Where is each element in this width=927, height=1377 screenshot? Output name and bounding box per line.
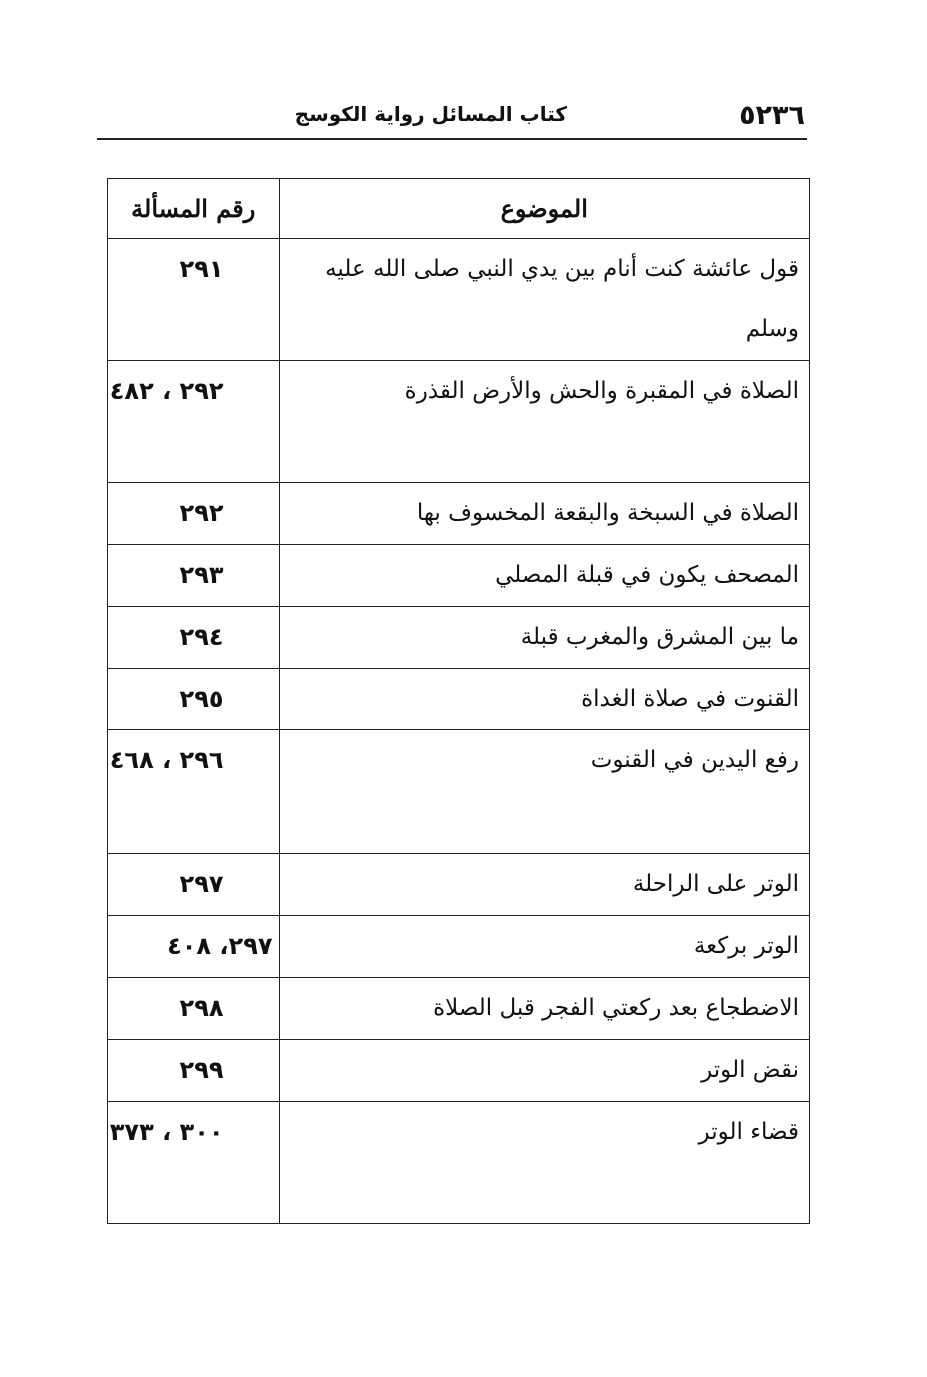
topic-cell: القنوت في صلاة الغداة	[279, 669, 810, 730]
topic-cell: الصلاة في السبخة والبقعة المخسوف بها	[279, 483, 810, 545]
number-cell: ٢٩٧، ٤٠٨	[108, 916, 280, 978]
table-row	[108, 607, 810, 669]
table-row	[108, 545, 810, 607]
number-cell: ٢٩١	[108, 239, 280, 361]
topic-cell: الاضطجاع بعد ركعتي الفجر قبل الصلاة	[279, 978, 810, 1040]
number-cell: ٢٩٣	[108, 545, 280, 607]
topic-cell: قضاء الوتر	[279, 1102, 810, 1224]
number-cell: ٢٩٢ ، ٤٨٢	[108, 361, 280, 483]
page-number: ٥٢٣٦	[739, 100, 805, 131]
topic-cell: الوتر على الراحلة	[279, 854, 810, 916]
number-cell: ٢٩٥	[108, 669, 280, 730]
table-row	[108, 978, 810, 1040]
topic-cell: نقض الوتر	[279, 1040, 810, 1102]
page-header	[97, 100, 807, 140]
table-row	[108, 669, 810, 730]
book-title: كتاب المسائل رواية الكوسج	[294, 102, 567, 126]
topic-cell: الصلاة في المقبرة والحش والأرض القذرة	[279, 361, 810, 483]
index-table	[107, 178, 810, 1224]
topic-cell: الوتر بركعة	[279, 916, 810, 978]
number-cell: ٣٠٠ ، ٣٧٣	[108, 1102, 280, 1224]
table-row	[108, 854, 810, 916]
table-row	[108, 730, 810, 854]
table-row	[108, 239, 810, 361]
number-cell: ٢٩٧	[108, 854, 280, 916]
topic-cell: رفع اليدين في القنوت	[279, 730, 810, 854]
number-cell: ٢٩٦ ، ٤٦٨	[108, 730, 280, 854]
number-cell: ٢٩٩	[108, 1040, 280, 1102]
table-row	[108, 483, 810, 545]
table-row	[108, 1102, 810, 1224]
number-cell: ٢٩٨	[108, 978, 280, 1040]
topic-cell: المصحف يكون في قبلة المصلي	[279, 545, 810, 607]
table-header-row	[108, 179, 810, 239]
table-row	[108, 361, 810, 483]
column-header-topic: الموضوع	[279, 179, 810, 239]
number-cell: ٢٩٢	[108, 483, 280, 545]
number-cell: ٢٩٤	[108, 607, 280, 669]
table-row	[108, 916, 810, 978]
table-row	[108, 1040, 810, 1102]
column-header-number: رقم المسألة	[108, 179, 280, 239]
topic-cell: ما بين المشرق والمغرب قبلة	[279, 607, 810, 669]
topic-cell: قول عائشة كنت أنام بين يدي النبي صلى الله عليه وسلم	[279, 239, 810, 361]
